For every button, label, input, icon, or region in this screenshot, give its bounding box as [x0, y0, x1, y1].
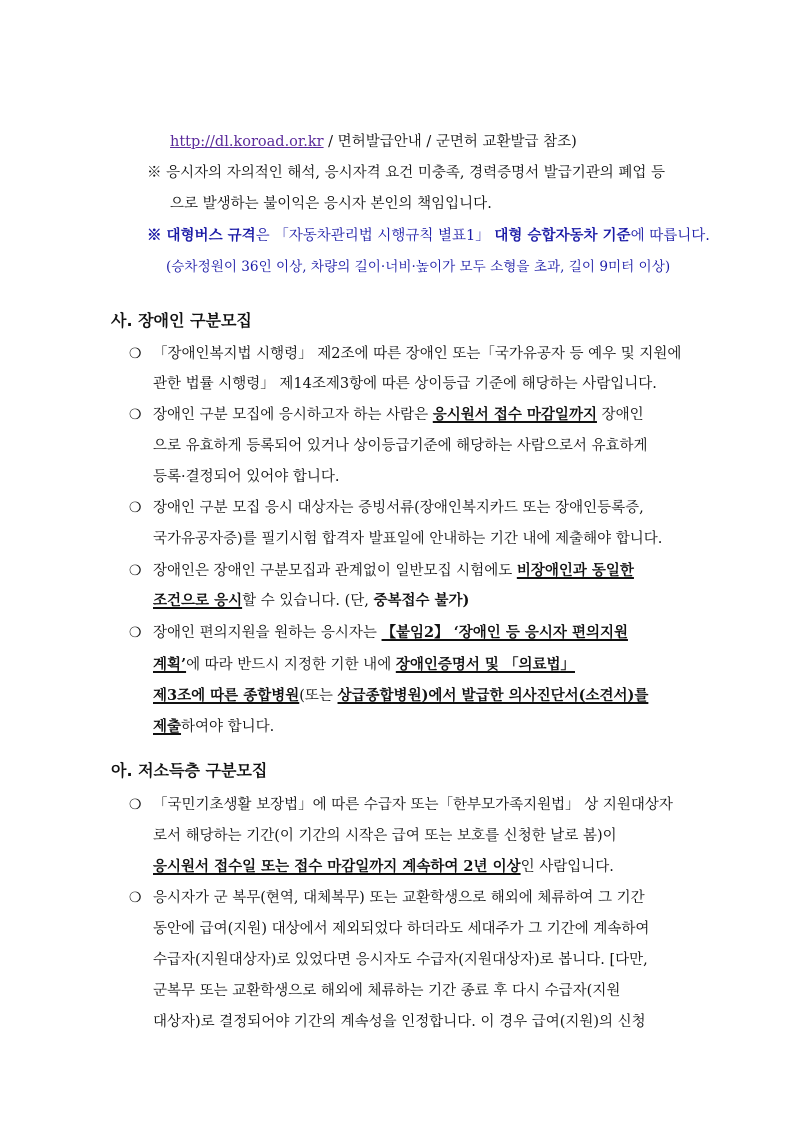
sa-item5-text-b: 에 따라 반드시 지정한 기한 내에	[186, 657, 396, 673]
sa-item5-text-c: (또는	[299, 688, 338, 704]
sa-item3-line1: 장애인 구분 모집 응시 대상자는 증빙서류(장애인복지카드 또는 장애인등록증,	[153, 500, 644, 516]
sa-item5-submit: 제출	[153, 718, 182, 735]
bus-standard: 대형 승합자동차 기준	[494, 227, 631, 244]
sa-item4-no-duplicate: 중복접수 불가)	[373, 592, 470, 609]
sa-item2-line1	[153, 405, 644, 425]
sa-item5-diagnosis: 상급종합병원)에서 발급한 의사진단서(소견서)를	[337, 687, 649, 704]
note-text-1: 응시자의 자의적인 해석, 응시자격 요건 미충족, 경력증명서 발급기관의 폐업 등	[166, 165, 666, 181]
sa-item3-line2: 국가유공자증)를 필기시험 합격자 발표일에 안내하는 기간 내에 제출해야 합니다.	[153, 531, 663, 547]
sa-item5-hospital: 제3조에 따른 종합병원	[153, 687, 300, 704]
bullet-icon: ❍	[129, 407, 142, 423]
sa-item4-line1	[153, 561, 634, 581]
note-line-2: 으로 발생하는 불이익은 응시자 본인의 책임입니다.	[170, 196, 492, 212]
intro-url-tail: / 면허발급안내 / 군면허 교환발급 참조)	[323, 134, 577, 150]
bus-text: 은 「자동차관리법 시행규칙 별표1」	[255, 228, 495, 244]
a-item1-line3	[153, 857, 614, 877]
koroad-link[interactable]: http://dl.koroad.or.kr	[170, 134, 324, 150]
sa-item4-emph: 비장애인과 동일한	[516, 562, 634, 579]
sa-item4-text-a: 장애인은 장애인 구분모집과 관계없이 일반모집 시험에도	[153, 563, 517, 579]
a-item1-period: 응시원서 접수일 또는 접수 마감일까지 계속하여 2년 이상	[153, 858, 521, 875]
sa-item5-attachment: 【붙임2】 ‘장애인 등 응시자 편의지원	[381, 624, 628, 641]
a-item2-line4: 군복무 또는 교환학생으로 해외에 체류하는 기간 종료 후 다시 수급자(지원	[153, 983, 621, 999]
a-item1-line2: 로서 해당하는 기간(이 기간의 시작은 급여 또는 보호를 신청한 날로 봄)이	[153, 828, 617, 844]
sa-item4-text-b: 할 수 있습니다. (단,	[242, 593, 374, 609]
bus-mark: ※	[147, 227, 162, 244]
sa-item2-text-c: 장애인	[596, 407, 644, 423]
a-item2-line2: 동안에 급여(지원) 대상에서 제외되었다 하더라도 세대주가 그 기간에 계속하여	[153, 921, 650, 937]
sa-item5-line3	[153, 686, 648, 706]
bullet-icon: ❍	[129, 346, 142, 362]
sa-item4-emph-2: 조건으로 응시	[153, 592, 243, 609]
bullet-icon: ❍	[129, 563, 142, 579]
bullet-icon: ❍	[129, 625, 142, 641]
sa-item2-text-a: 장애인 구분 모집에 응시하고자 하는 사람은	[153, 407, 433, 423]
note-line-1	[147, 163, 665, 183]
bullet-icon: ❍	[129, 797, 142, 813]
sa-item5-text-a: 장애인 편의지원을 원하는 응시자는	[153, 625, 382, 641]
sa-item1-line2: 관한 법률 시행령」 제14조제3항에 따른 상이등급 기준에 해당하는 사람입니다.	[153, 376, 657, 392]
intro-url-line	[170, 132, 577, 152]
a-item1-line1: 「국민기초생활 보장법」에 따른 수급자 또는「한부모가족지원법」 상 지원대상자	[153, 797, 673, 813]
sa-item5-line1	[153, 623, 628, 643]
bus-note-line-1	[147, 226, 710, 246]
sa-item5-plan: 계획’	[153, 656, 187, 673]
bullet-icon: ❍	[129, 500, 142, 516]
sa-item5-line2	[153, 655, 575, 675]
section-sa-title: 사. 장애인 구분모집	[111, 311, 252, 330]
note-mark: ※	[147, 165, 162, 181]
sa-item5-line4	[153, 717, 274, 737]
sa-item5-certificate: 장애인증명서 및 「의료법」	[395, 656, 575, 673]
bus-tail: 에 따릅니다.	[630, 228, 710, 244]
bullet-icon: ❍	[129, 890, 142, 906]
a-item2-line3: 수급자(지원대상자)로 있었다면 응시자도 수급자(지원대상자)로 봅니다. [다만,	[153, 952, 648, 968]
bus-note-line-2: (승차정원이 36인 이상, 차량의 길이·너비·높이가 모두 소형을 초과, 길이 9미터 이상)	[166, 259, 671, 275]
sa-item2-deadline: 응시원서 접수 마감일까지	[432, 406, 597, 423]
sa-item5-text-d: 하여야 합니다.	[181, 719, 275, 735]
a-item1-tail: 인 사람입니다.	[520, 859, 614, 875]
a-item2-line5: 대상자)로 결정되어야 기간의 계속성을 인정합니다. 이 경우 급여(지원)의 신청	[153, 1014, 646, 1030]
sa-item2-line2: 으로 유효하게 등록되어 있거나 상이등급기준에 해당하는 사람으로서 유효하게	[153, 438, 648, 454]
section-a-title: 아. 저소득층 구분모집	[111, 761, 268, 780]
bus-title: 대형버스 규격	[161, 227, 256, 244]
sa-item1-line1: 「장애인복지법 시행령」 제2조에 따른 장애인 또는「국가유공자 등 예우 및 지원에	[153, 346, 682, 362]
a-item2-line1: 응시자가 군 복무(현역, 대체복무) 또는 교환학생으로 해외에 체류하여 그 기간	[153, 890, 645, 906]
sa-item2-line3: 등록·결정되어 있어야 합니다.	[153, 469, 340, 485]
sa-item4-line2	[153, 591, 469, 611]
